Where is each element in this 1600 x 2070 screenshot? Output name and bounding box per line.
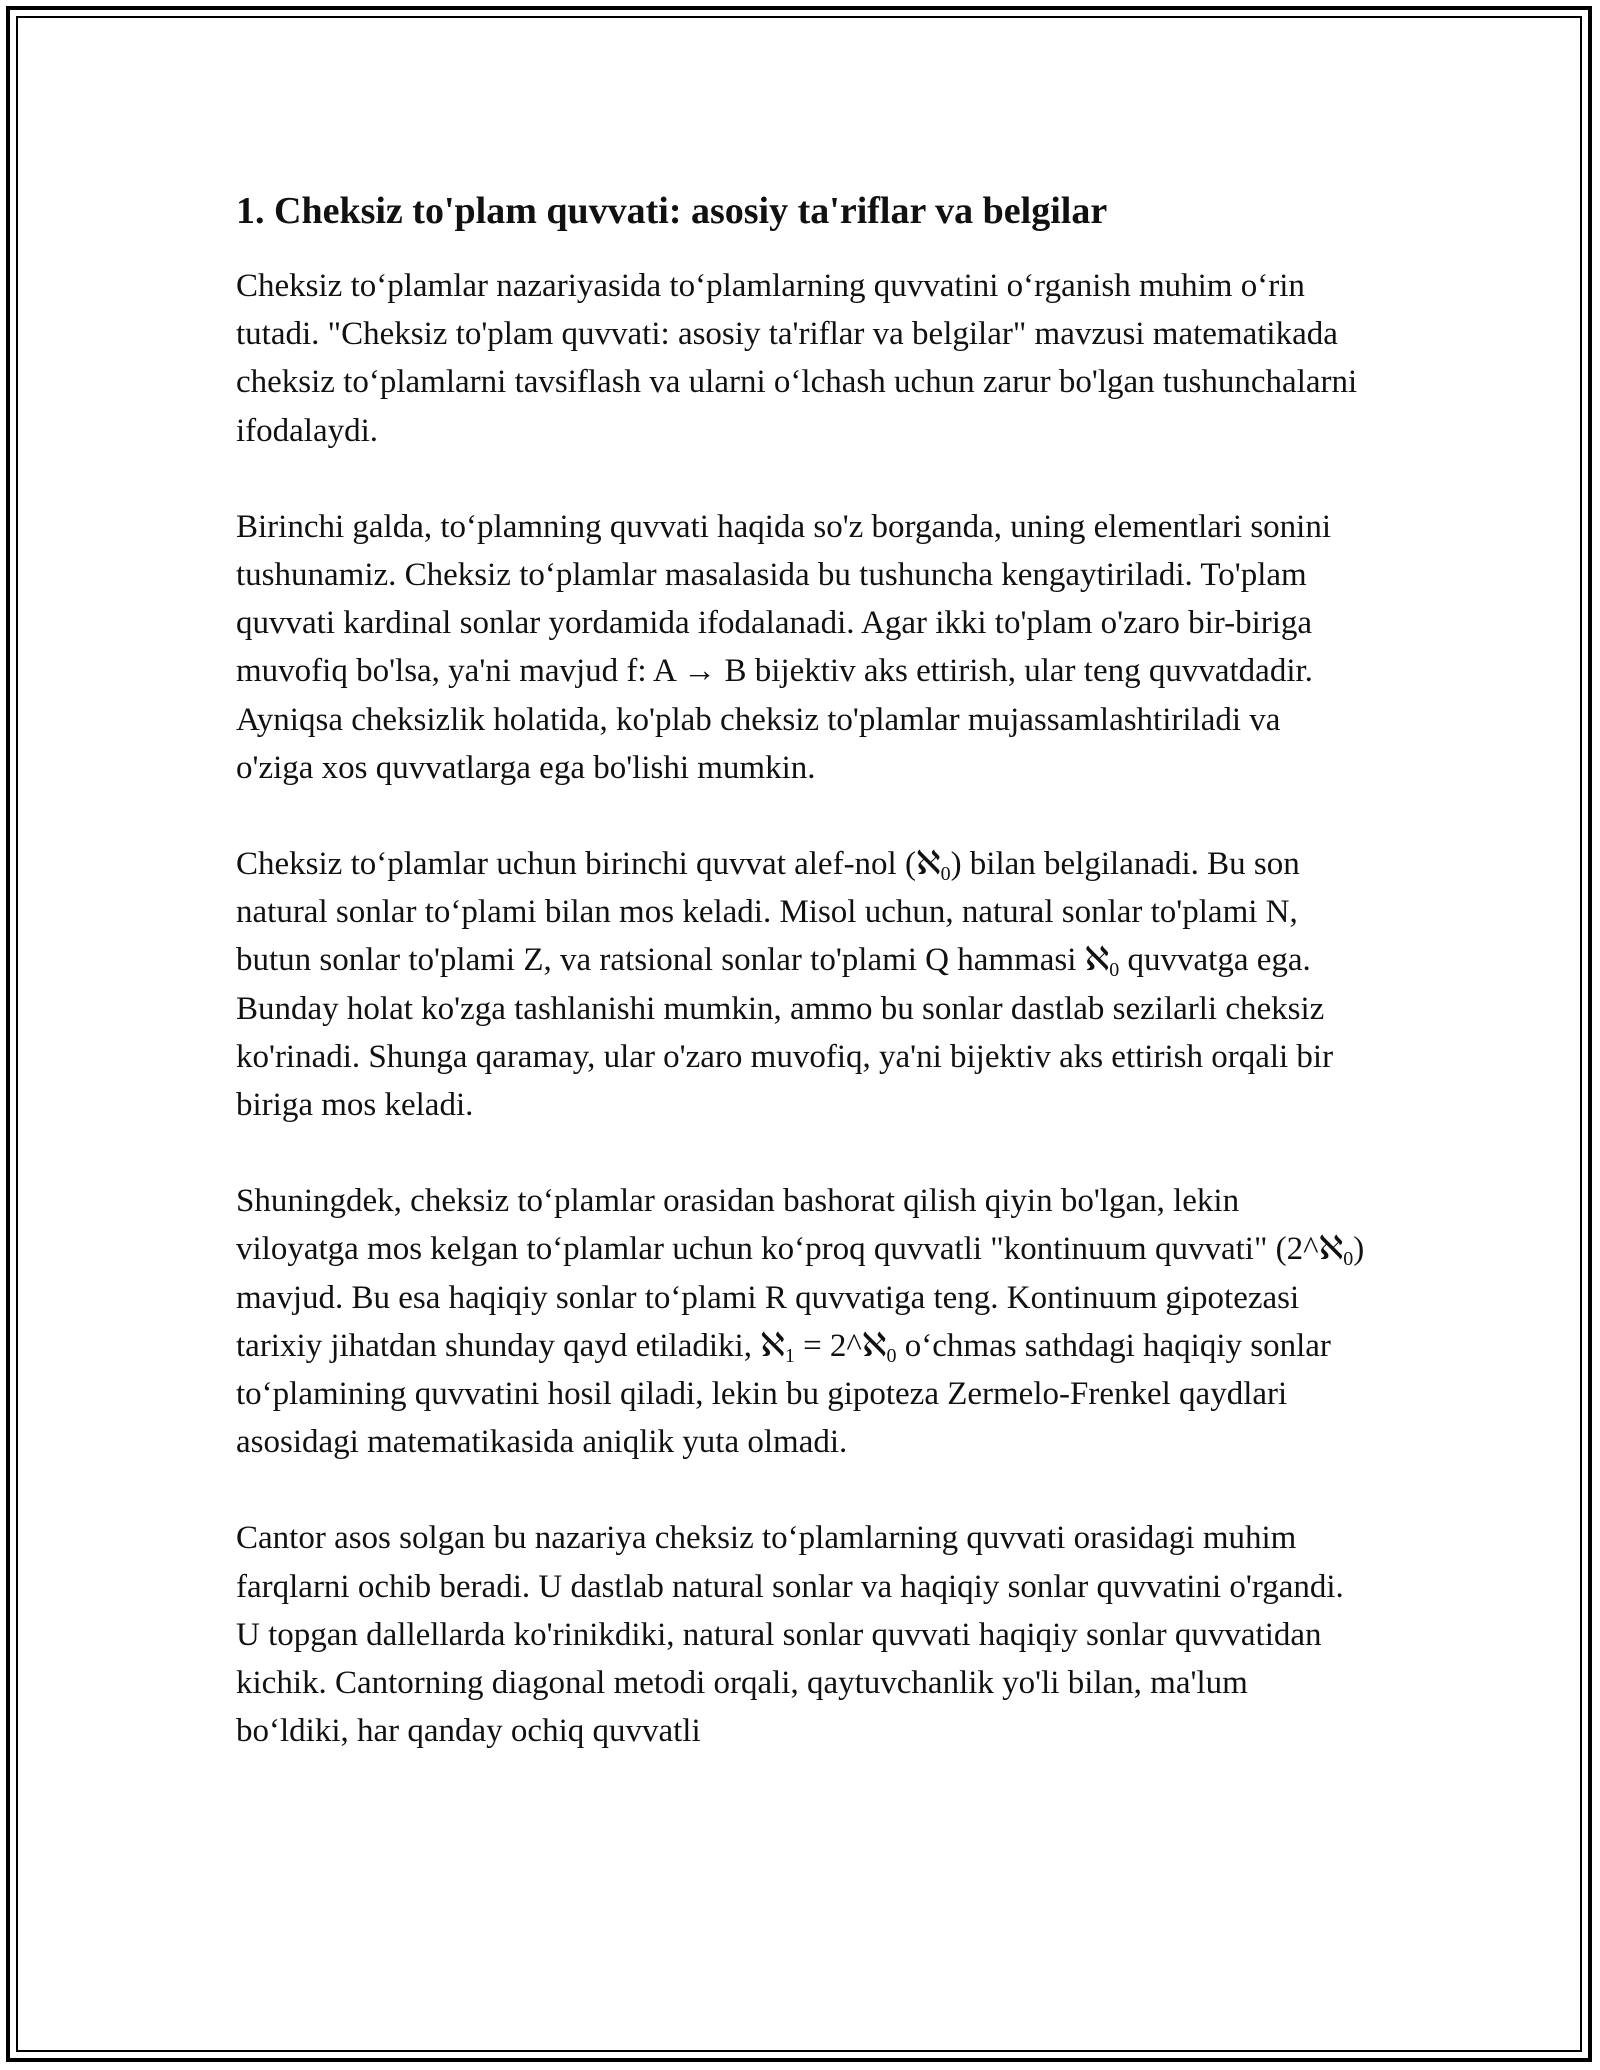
document-body [236, 186, 1366, 1803]
subscript-one: 1 [784, 1344, 795, 1367]
paragraph-2: Birinchi galda, to‘plamning quvvati haqida so'z borganda, uning elementlari sonini tushunamiz. Cheksiz to‘plamlar masalasida bu tushuncha kengaytiriladi. To'plam quvvati kardinal sonlar yordamida ifodalanadi. Agar ikki to'plam o'zaro bir-biriga muvofiq bo'lsa, ya'ni mavjud f: A → B bijektiv aks ettirish, ular teng quvvatdadir. Ayniqsa cheksizlik holatida, ko'plab cheksiz to'plamlar mujassamlashtiriladi va o'ziga xos quvvatlarga ega bo'lishi mumkin. [236, 508, 1332, 786]
p3-text-a: Cheksiz to‘plamlar uchun birinchi quvvat alef-nol ( [236, 846, 916, 883]
paragraph-4 [236, 1177, 1366, 1466]
aleph-symbol: ℵ [915, 846, 941, 883]
p4-text-c: = 2^ [794, 1327, 862, 1364]
paragraph-5: Cantor asos solgan bu nazariya cheksiz to‘plamlarning quvvati orasidagi muhim farqlarni ochib beradi. U dastlab natural sonlar va haqiqiy sonlar quvvatini o'rgandi. U topgan dallellarda ko'rinikdiki, natural sonlar quvvati haqiqiy sonlar quvvatidan kichik. Cantorning diagonal metodi orqali, qaytuvchanlik yo'li bilan, ma'lum bo‘ldiki, har qanday ochiq quvvatli [236, 1520, 1344, 1750]
subscript-zero: 0 [1343, 1248, 1354, 1271]
p3-text-b: ) bilan belgilanadi. Bu son natural sonlar to‘plami bilan mos keladi. Misol uchun, natural sonlar to'plami N, butun sonlar to'plami Z, va ratsional sonlar to'plami Q hammasi [236, 846, 1300, 979]
section-heading: 1. Cheksiz to'plam quvvati: asosiy ta'riflar va belgilar [236, 190, 1108, 232]
paragraph-1: Cheksiz to‘plamlar nazariyasida to‘plamlarning quvvatini o‘rganish muhim o‘rin tutadi. "Cheksiz to'plam quvvati: asosiy ta'riflar va belgilar" mavzusi matematikada cheksiz to‘plamlarni tavsiflash va ularni o‘lchash uchun zarur bo'lgan tushunchalarni ifodalaydi. [236, 268, 1358, 449]
aleph-symbol: ℵ [861, 1327, 887, 1364]
aleph-symbol: ℵ [760, 1327, 785, 1364]
subscript-zero: 0 [1109, 959, 1120, 982]
aleph-symbol: ℵ [1318, 1231, 1344, 1268]
paragraph-3 [236, 840, 1366, 1129]
p4-text-b: ) mavjud. Bu esa haqiqiy sonlar to‘plami R quvvatiga teng. Kontinuum gipotezasi tarixiy jihatdan shunday qayd etiladiki, [236, 1231, 1365, 1364]
subscript-zero: 0 [940, 863, 951, 886]
p4-text-d: o‘chmas sathdagi haqiqiy sonlar to‘plamining quvvatini hosil qiladi, lekin bu gipoteza Zermelo-Frenkel qaydlari asosidagi matematikasida aniqlik yuta olmadi. [236, 1327, 1331, 1461]
p3-text-c: quvvatga ega. Bunday holat ko'zga tashlanishi mumkin, ammo bu sonlar dastlab sezilarli cheksiz ko'rinadi. Shunga qaramay, ular o'zaro muvofiq, ya'ni bijektiv aks ettirish orqali bir biriga mos keladi. [236, 942, 1334, 1124]
subscript-zero: 0 [886, 1344, 897, 1367]
p4-text-a: Shuningdek, cheksiz to‘plamlar orasidan bashorat qilish qiyin bo'lgan, lekin viloyatga mos kelgan to‘plamlar uchun ko‘proq quvvatli "kontinuum quvvati" (2^ [236, 1183, 1319, 1268]
aleph-symbol: ℵ [1084, 942, 1110, 979]
